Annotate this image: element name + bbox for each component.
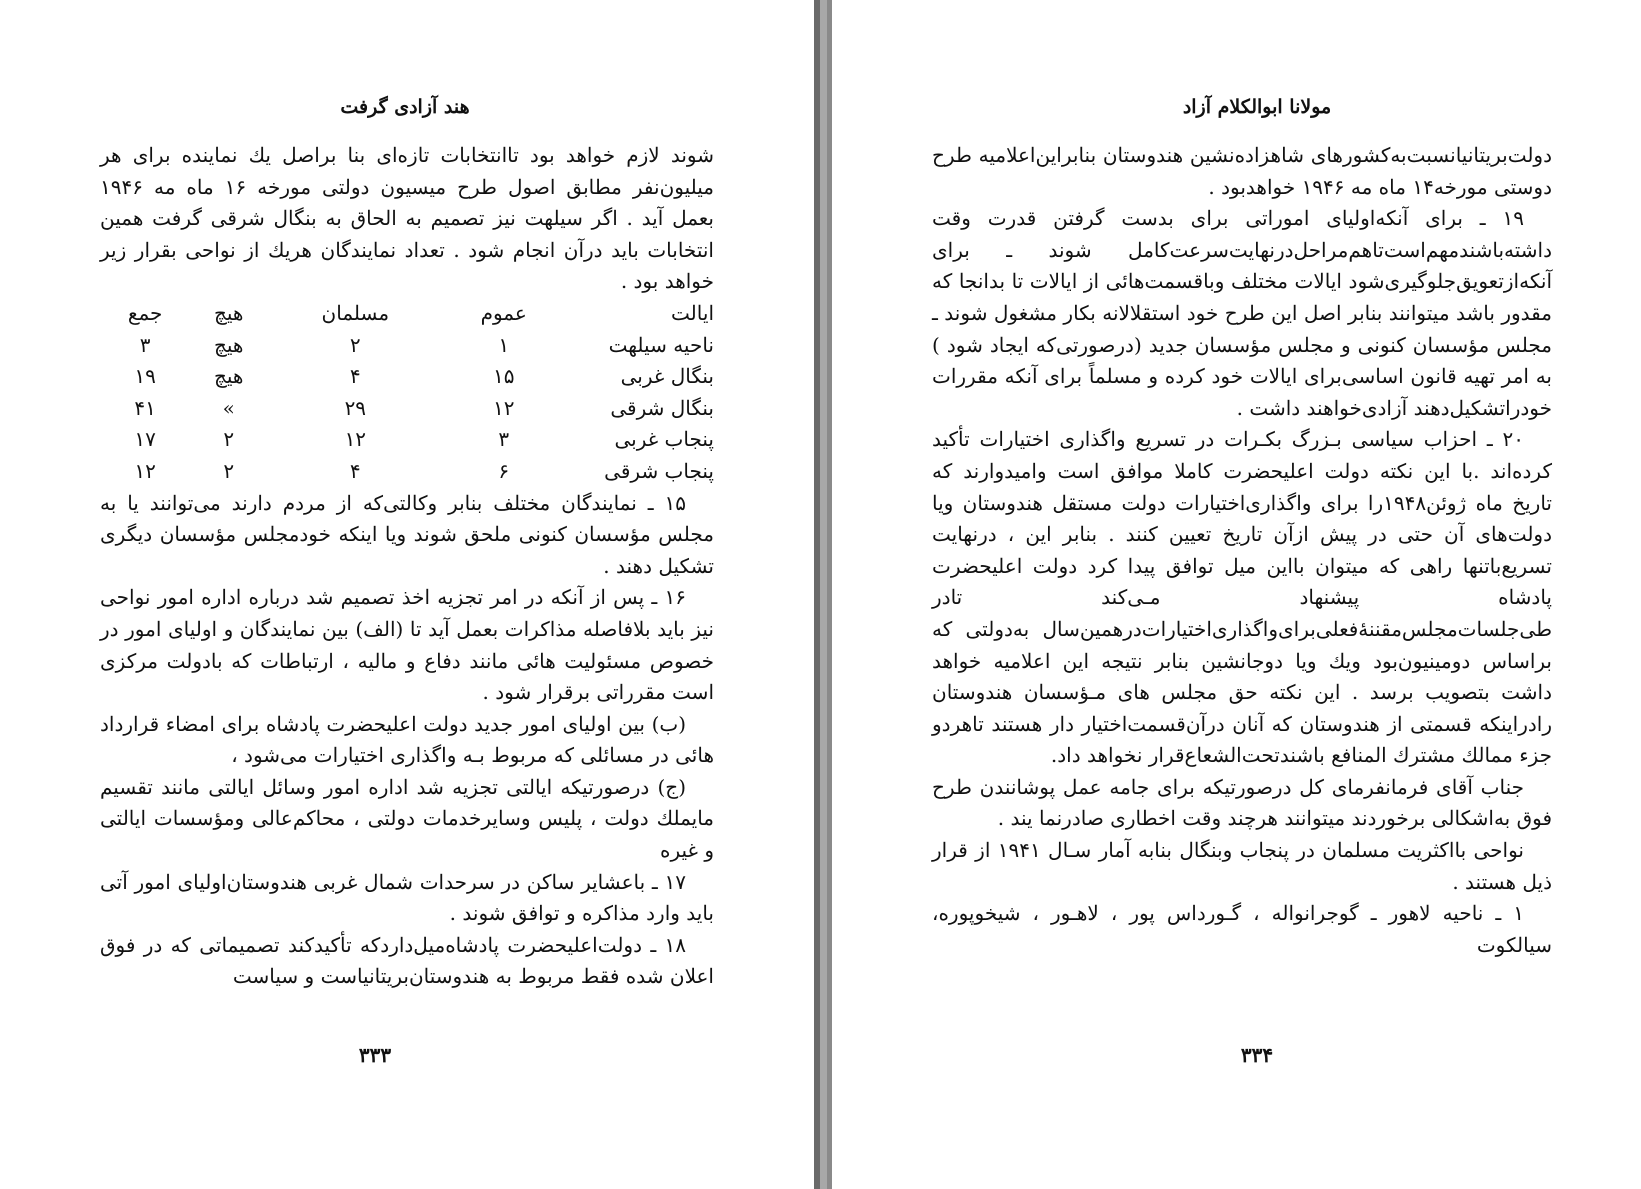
table-header-row [100,298,714,330]
table-row [100,361,714,393]
right-paragraph: نواحی بااکثریت مسلمان در پنجاب وبنگال بنابه آمار سـال ۱۹۴۱ از قرار ذیل هستند . [932,838,1552,894]
table-cell: ناحیه سیلهت [608,332,714,357]
table-cell: ۴ [349,458,361,483]
right-paragraph: ۱۹ ـ برای آنکه‌اولیای اموراتی برای بدست گرفتن قدرت وقت داشته‌باشندمهم‌است‌تاهم‌مراحل‌درنهایت‌سرعت‌کامل شوند ـ برای آنکه‌ازتعویق‌جلوگیری‌شود ایالات مختلف وباقسمت‌هائی از ایالات تا بدانجا که مقدور باشد میتوانند بنابر اصل این طرح خود استقلالانه بکار مشغول شوند ـ مجلس مؤسسان کنونی و مجلس مؤسسان جدید (درصورتی‌که ایجاد شود ) به امر تهیه قانون اساسی‌برای ایالات خود کرده و مسلماً برای آنکه مقررات خودراتشکیل‌دهند آزادی‌خواهند داشت . [932,206,1552,420]
table-header-cell: مسلمان [321,300,390,325]
table-cell: ۲ [223,427,235,452]
table-cell: پنجاب شرقی [604,458,714,483]
table-cell: ۱۹ [134,364,156,389]
table-cell: ۴ [349,364,361,389]
table-header-cell: عموم [480,300,527,325]
representatives-table [100,298,714,488]
right-paragraph: جناب آقای فرمانفرمای کل درصورتیکه برای جامه عمل پوشانندن طرح فوق به‌اشکالی برخوردند میتوانند هرچند وقت اخطاری صادرنما یند . [932,774,1552,831]
table-cell: ۱ [498,332,510,357]
left-page-number: ۳۳۳ [358,1043,392,1067]
right-page [832,0,1641,1189]
table-cell: ۶ [498,458,510,483]
table-cell: ۴۱ [134,395,156,420]
left-paragraph: ۱۶ ـ پس از آنکه در امر تجزیه اخذ تصمیم شد درباره اداره امور نواحی نیز باید بلافاصله مذاکرات بعمل آید تا (الف) بین نمایندگان و اولیای امور در خصوص مسئولیت هائی مانند دفاع و مالیه ، ارتباطات که بادولت مرکزی است مقرراتی برقرار شود . [100,585,714,705]
table-header-cell: ایالت [671,300,714,325]
table-cell: هیچ [213,364,244,389]
table-cell: ۱۵ [492,364,515,389]
left-page [0,0,814,1189]
right-page-number: ۳۳۴ [1240,1043,1274,1067]
table-cell: ۲۹ [344,395,367,420]
right-paragraph: ۲۰ ـ احزاب سیاسی بـزرگ بکـرات در تسریع واگذاری اختیارات تأکید کرده‌اند .با این نکته دولت اعلیحضرت کاملا موافق است وامیدوارند که تاریخ ماه ژوئن۱۹۴۸را برای واگذاری‌اختیارات دولت مستقل هندوستان ویا دولت‌های آن حتی در پیش ازآن تاریخ تعیین کنند . بنابر این ، درنهایت تسریع‌باتنها راهی که میتوان بااین میل توافق پیدا کرد دولت اعلیحضرت پادشاه پیشنهاد مـی‌کند تادر طی‌جلسات‌مجلس‌مقننهٔ‌فعلی‌برای‌واگذاری‌اختیارات‌درهمین‌سال به‌دولتی که براساس دومینیون‌بود ویك ویا دوجانشین بنابر نتیجه این اعلامیه خواهد داشت بتصویب برسد . این نکته حق مجلس های مـؤسسان هندوستان رادراینکه قسمتی از هندوستان که آنان درآن‌قسمت‌اختیار دار هستند تاهردو جزء ممالك مشترك المنافع باشندتحت‌الشعاع‌قرار نخواهد داد. [932,427,1552,768]
left-paragraph: (ب) بین اولیای امور جدید دولت اعلیحضرت پادشاه برای امضاء قرارداد هائی در مسائلی که مربوط بـه واگذاری اختیارات می‌شود ، [100,711,714,768]
right-paragraph: ۱ ـ ناحیه لاهور ـ گوجرانواله ، گـورداس پور ، لاهـور ، شیخوپوره، سیالکوت [932,901,1552,957]
table-cell: » [222,395,235,420]
left-paragraph: شوند لازم خواهد بود تاانتخابات تازه‌ای بنا براصل یك نماینده برای هر میلیون‌نفر مطابق اصول طرح میسیون دولتی مورخه ۱۶ ماه مه ۱۹۴۶ بعمل آید . اگر سیلهت نیز تصمیم به الحاق به بنگال شرقی گرفت همین انتخابات باید درآن انجام شود . تعداد نمایندگان هریك از نواحی بقرار زیر خواهد بود . [100,143,715,294]
right-page-header: مولانا ابوالکلام آزاد [1182,96,1332,118]
table-cell: بنگال غربی [620,364,714,389]
table-cell: ۲ [349,332,361,357]
right-paragraph: دولت‌بریتانیانسبت‌به‌کشورهای شاهزاده‌نشین هندوستان بنابراین‌اعلامیه طرح دوستی مورخه۱۴ ماه مه ۱۹۴۶ خواهدبود . [932,143,1552,199]
book-spine-divider [814,0,832,1189]
left-paragraph: (ج) درصورتیکه ایالتی تجزیه شد اداره امور وسائل ایالتی مانند تقسیم مایملك دولت ، پلیس وسایرخدمات دولتی ، محاکم‌عالی ومؤسسات ایالتی و غیره [100,774,714,863]
table-cell: ۱۷ [134,427,156,452]
table-header-cell: هیچ [213,300,244,325]
left-paragraph: ۱۸ ـ دولت‌اعلیحضرت پادشاه‌میل‌دارد‌که تأکیدکند تصمیماتی که در فوق اعلان شده فقط مربوط به هندوستان‌بریتانیاست و سیاست [100,932,714,989]
table-row [100,424,714,456]
table-cell: پنجاب غربی [614,427,714,452]
table-cell: ۱۲ [134,458,156,483]
table-cell: ۱۲ [344,427,367,452]
left-paragraph: ۱۵ ـ نمایندگان مختلف بنابر وکالتی‌که از مردم دارند می‌توانند یا به مجلس مؤسسان کنونی ملحق شوند ویا اینکه خودمجلس مؤسسان دیگری تشکیل دهند . [100,490,714,578]
left-paragraph: ۱۷ ـ باعشایر ساکن در سرحدات شمال غربی هندوستان‌اولیای امور آتی باید وارد مذاکره و توافق شوند . [100,869,714,926]
table-cell: ۱۲ [492,395,515,420]
left-page-header: هند آزادی گرفت [340,96,470,118]
table-row [100,330,714,362]
table-cell: هیچ [213,332,244,357]
table-row [100,456,714,488]
right-page-body [932,140,1552,961]
left-page-body [100,140,714,993]
table-cell: بنگال شرقی [610,395,714,420]
table-cell: ۳ [498,427,510,452]
table-row [100,393,714,425]
table-cell: ۲ [223,458,235,483]
table-cell: ۳ [139,332,151,357]
table-header-cell: جمع [127,300,163,325]
